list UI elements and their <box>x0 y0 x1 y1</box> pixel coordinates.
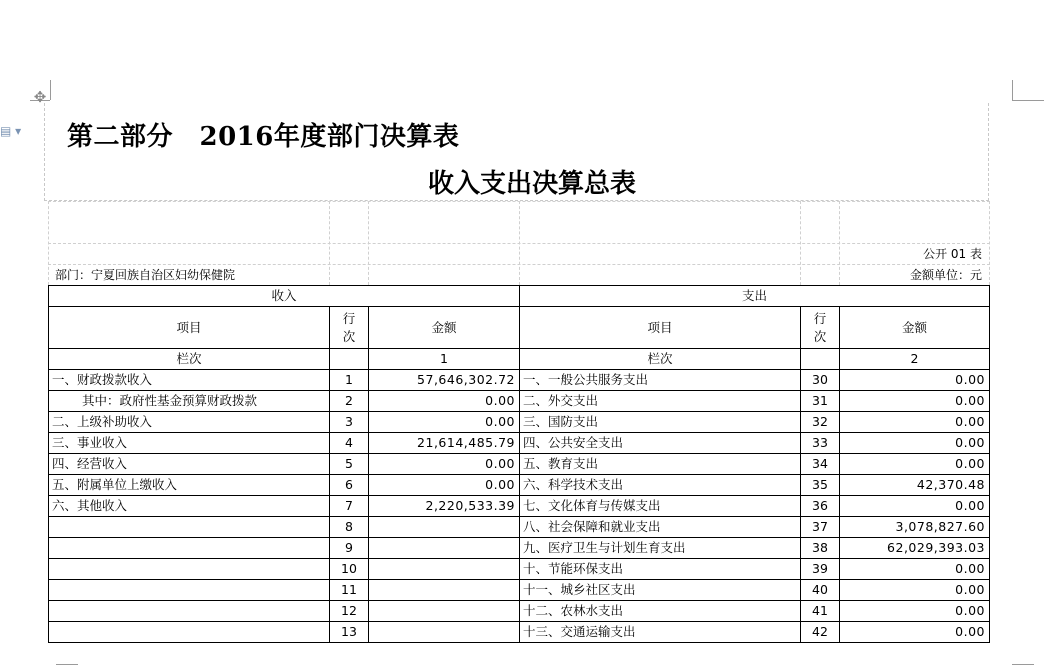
income-amount-cell <box>369 622 520 643</box>
crop-mark <box>1012 80 1013 100</box>
income-row-no-cell: 10 <box>330 559 369 580</box>
table-row <box>49 580 990 601</box>
table-row <box>49 622 990 643</box>
income-amount-cell <box>369 538 520 559</box>
expense-row-no-cell: 40 <box>801 580 840 601</box>
table-row <box>49 391 990 412</box>
grid-line <box>329 201 330 285</box>
lanci-expense: 2 <box>840 349 990 370</box>
expense-item-cell: 六、科学技术支出 <box>520 475 801 496</box>
expense-item-cell: 五、教育支出 <box>520 454 801 475</box>
income-amount-cell <box>369 517 520 538</box>
lanci-income: 1 <box>369 349 520 370</box>
income-row-no-cell: 9 <box>330 538 369 559</box>
grid-line <box>989 201 990 285</box>
empty-cell <box>330 349 369 370</box>
income-row-no-cell: 1 <box>330 370 369 391</box>
income-amount-cell <box>369 559 520 580</box>
expense-item-cell: 十一、城乡社区支出 <box>520 580 801 601</box>
income-item-cell <box>49 580 330 601</box>
income-item-cell <box>49 601 330 622</box>
page-subtitle: 收入支出决算总表 <box>427 169 636 199</box>
table-row <box>49 601 990 622</box>
expense-row-no-cell: 31 <box>801 391 840 412</box>
income-amount-cell: 2,220,533.39 <box>369 496 520 517</box>
income-item-cell: 其中：政府性基金预算财政拨款 <box>49 391 330 412</box>
expense-row-no-cell: 30 <box>801 370 840 391</box>
expense-item-cell: 十二、农林水支出 <box>520 601 801 622</box>
lanci-label: 栏次 <box>49 349 330 370</box>
crop-mark <box>50 80 51 100</box>
expense-row-no-cell: 39 <box>801 559 840 580</box>
income-item-cell: 一、财政拨款收入 <box>49 370 330 391</box>
grid-line <box>519 201 520 285</box>
grid-line <box>800 201 801 285</box>
table-row <box>49 496 990 517</box>
income-item-cell <box>49 538 330 559</box>
expense-amount-cell: 0.00 <box>840 391 990 412</box>
expense-row-no-cell: 41 <box>801 601 840 622</box>
expense-item-cell: 九、医疗卫生与计划生育支出 <box>520 538 801 559</box>
expense-amount-cell: 0.00 <box>840 559 990 580</box>
table-row <box>49 370 990 391</box>
expense-amount-cell: 0.00 <box>840 454 990 475</box>
expense-row-no-cell: 42 <box>801 622 840 643</box>
expense-amount-cell: 0.00 <box>840 370 990 391</box>
expense-amount-cell: 0.00 <box>840 433 990 454</box>
income-row-no-cell: 6 <box>330 475 369 496</box>
expense-item-cell: 一、一般公共服务支出 <box>520 370 801 391</box>
income-amount-cell: 0.00 <box>369 454 520 475</box>
income-item-cell: 五、附属单位上缴收入 <box>49 475 330 496</box>
expense-row-no-cell: 35 <box>801 475 840 496</box>
expense-amount-header: 金额 <box>840 307 990 349</box>
income-amount-cell: 0.00 <box>369 475 520 496</box>
table-row <box>49 517 990 538</box>
income-item-cell: 六、其他收入 <box>49 496 330 517</box>
income-amount-cell: 0.00 <box>369 391 520 412</box>
table-code: 公开 01 表 <box>923 247 982 261</box>
expense-item-header: 项目 <box>520 307 801 349</box>
expense-item-cell: 八、社会保障和就业支出 <box>520 517 801 538</box>
income-item-cell: 二、上级补助收入 <box>49 412 330 433</box>
income-row-no-cell: 5 <box>330 454 369 475</box>
move-handle-icon[interactable]: ✥ <box>33 88 47 106</box>
crop-mark <box>1012 664 1034 665</box>
expense-amount-cell: 0.00 <box>840 622 990 643</box>
income-amount-cell: 21,614,485.79 <box>369 433 520 454</box>
expense-row-no-header: 行 次 <box>801 307 840 349</box>
page-title: 第二部分 2016年度部门决算表 <box>67 122 460 152</box>
expense-row-no-cell: 32 <box>801 412 840 433</box>
grid-line <box>48 201 49 285</box>
expense-amount-cell: 42,370.48 <box>840 475 990 496</box>
income-row-no-cell: 8 <box>330 517 369 538</box>
table-row <box>49 433 990 454</box>
expense-amount-cell: 62,029,393.03 <box>840 538 990 559</box>
unit-label: 金额单位：元 <box>909 268 982 282</box>
expense-row-no-cell: 36 <box>801 496 840 517</box>
income-expense-table <box>48 285 990 643</box>
lanci-label: 栏次 <box>520 349 801 370</box>
income-item-cell: 三、事业收入 <box>49 433 330 454</box>
expense-row-no-cell: 38 <box>801 538 840 559</box>
income-item-cell <box>49 622 330 643</box>
income-row-no-cell: 13 <box>330 622 369 643</box>
table-row <box>49 475 990 496</box>
income-row-no-cell: 2 <box>330 391 369 412</box>
income-amount-cell: 57,646,302.72 <box>369 370 520 391</box>
expense-item-cell: 四、公共安全支出 <box>520 433 801 454</box>
expense-row-no-cell: 34 <box>801 454 840 475</box>
income-row-no-header: 行 次 <box>330 307 369 349</box>
expense-item-cell: 十、节能环保支出 <box>520 559 801 580</box>
table-row <box>49 559 990 580</box>
expense-amount-cell: 0.00 <box>840 412 990 433</box>
expense-item-cell: 三、国防支出 <box>520 412 801 433</box>
grid-line <box>368 201 369 285</box>
expense-amount-cell: 0.00 <box>840 601 990 622</box>
income-amount-cell: 0.00 <box>369 412 520 433</box>
expense-item-cell: 二、外交支出 <box>520 391 801 412</box>
income-group-header: 收入 <box>49 286 520 307</box>
income-row-no-cell: 3 <box>330 412 369 433</box>
income-amount-header: 金额 <box>369 307 520 349</box>
expense-item-cell: 七、文化体育与传媒支出 <box>520 496 801 517</box>
expense-group-header: 支出 <box>520 286 990 307</box>
grid-line <box>839 201 840 285</box>
expense-amount-cell: 3,078,827.60 <box>840 517 990 538</box>
income-row-no-cell: 11 <box>330 580 369 601</box>
income-item-cell <box>49 559 330 580</box>
expense-row-no-cell: 33 <box>801 433 840 454</box>
income-row-no-cell: 7 <box>330 496 369 517</box>
table-row <box>49 538 990 559</box>
income-row-no-cell: 4 <box>330 433 369 454</box>
income-item-header: 项目 <box>49 307 330 349</box>
expense-item-cell: 十三、交通运输支出 <box>520 622 801 643</box>
expense-amount-cell: 0.00 <box>840 580 990 601</box>
income-amount-cell <box>369 601 520 622</box>
table-row <box>49 412 990 433</box>
table-row <box>49 454 990 475</box>
income-row-no-cell: 12 <box>330 601 369 622</box>
empty-cell <box>801 349 840 370</box>
expense-row-no-cell: 37 <box>801 517 840 538</box>
crop-mark <box>56 664 78 665</box>
department-label: 部门：宁夏回族自治区妇幼保健院 <box>55 268 236 282</box>
income-item-cell <box>49 517 330 538</box>
expense-amount-cell: 0.00 <box>840 496 990 517</box>
crop-mark <box>1012 100 1044 101</box>
income-amount-cell <box>369 580 520 601</box>
income-item-cell: 四、经营收入 <box>49 454 330 475</box>
document-icon[interactable]: ▤ ▾ <box>0 124 22 138</box>
